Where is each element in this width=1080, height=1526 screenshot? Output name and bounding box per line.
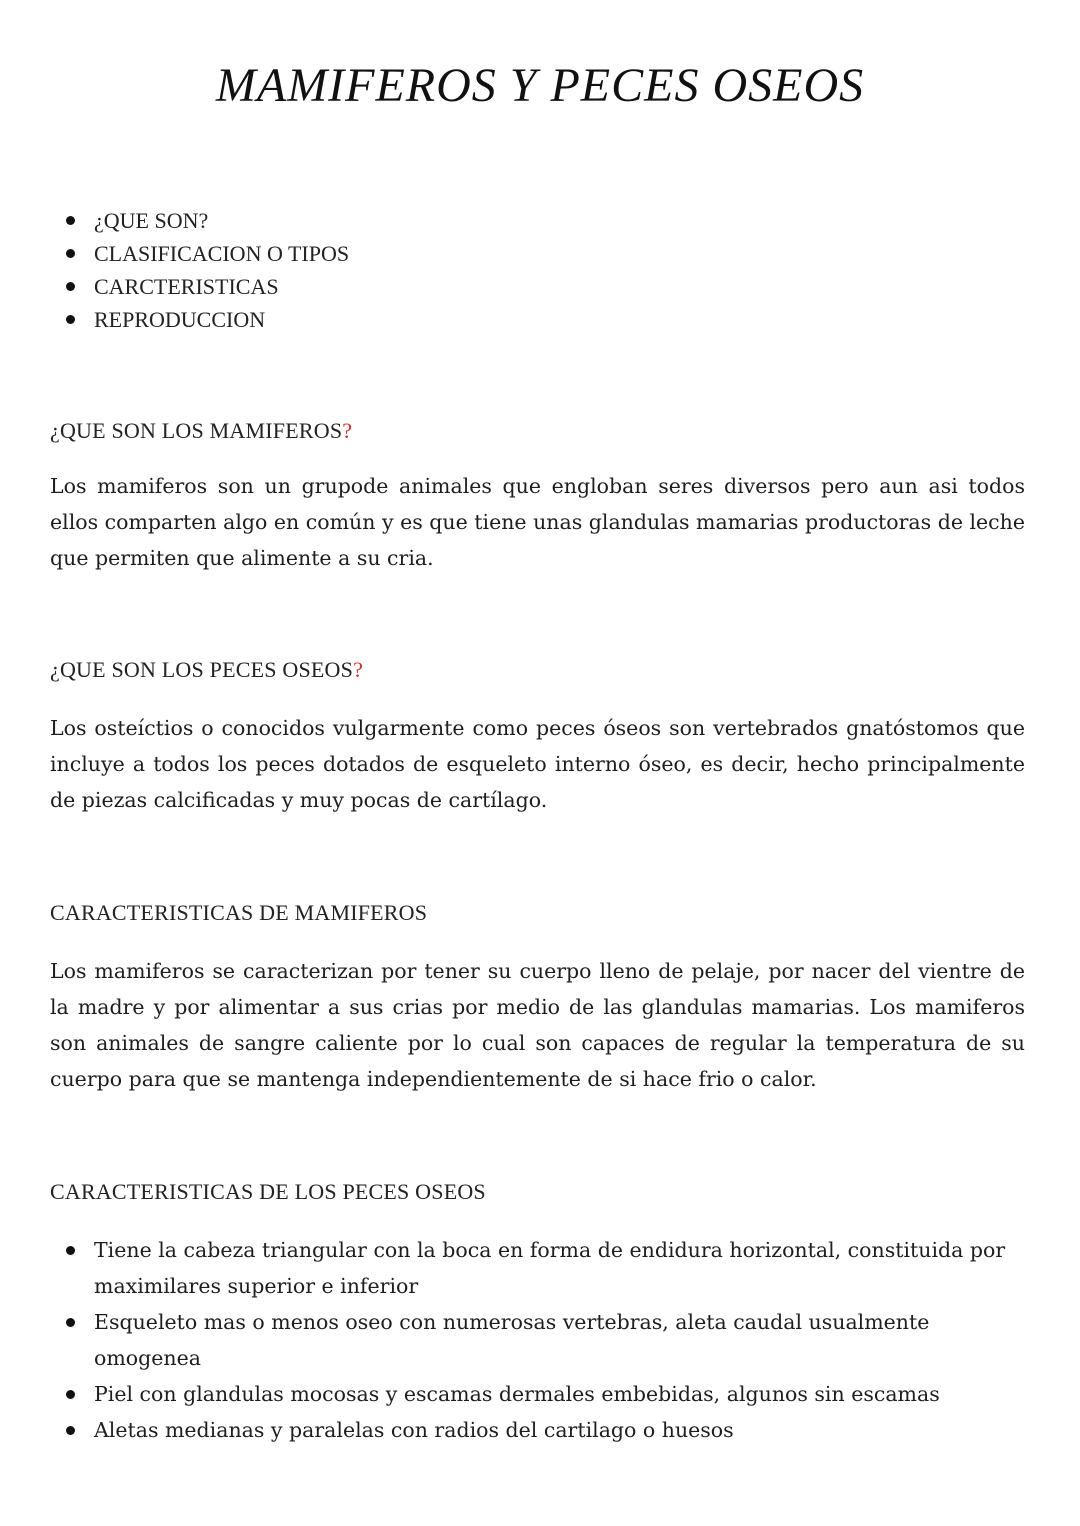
heading-caracteristicas-mamiferos: CARACTERISTICAS DE MAMIFEROS <box>50 900 428 925</box>
topic-label: ¿QUE SON? <box>94 208 209 233</box>
list-item-text: Esqueleto mas o menos oseo con numerosas vertebras, aleta caudal usualmente omogenea <box>94 1310 930 1370</box>
paragraph-que-son-peces-oseos: Los osteíctios o conocidos vulgarmente como peces óseos son vertebrados gnatóstomos que incluye a todos los peces dotados de esqueleto interno óseo, es decir, hecho principalmente de piezas calcificadas y muy pocas de cartílago. <box>50 716 1025 812</box>
list-item-text: Tiene la cabeza triangular con la boca en forma de endidura horizontal, constituida por maximilares superior e inferior <box>94 1238 1006 1298</box>
list-item <box>62 1232 1022 1304</box>
document-title: MAMIFEROS Y PECES OSEOS <box>215 59 865 112</box>
topic-item <box>62 270 349 303</box>
bullet-icon <box>66 282 75 291</box>
heading-que-son-peces-oseos <box>50 657 363 683</box>
paragraph-que-son-mamiferos: Los mamiferos son un grupode animales que engloban seres diversos pero aun asi todos ellos comparten algo en común y es que tiene unas glandulas mamarias productoras de leche que permiten que alimente a su cria. <box>50 474 1025 570</box>
topic-label: REPRODUCCION <box>94 307 266 332</box>
list-item <box>62 1376 1022 1412</box>
peces-caracteristicas-list <box>62 1232 1022 1448</box>
question-mark: ? <box>342 418 353 443</box>
list-item <box>62 1304 1022 1376</box>
bullet-icon <box>66 1426 75 1435</box>
list-item <box>62 1412 1022 1448</box>
question-mark: ? <box>353 657 364 682</box>
bullet-icon <box>66 249 75 258</box>
topics-list <box>62 204 349 336</box>
topic-item <box>62 204 349 237</box>
list-item-text: Aletas medianas y paralelas con radios del cartilago o huesos <box>94 1418 734 1442</box>
heading-text: ¿QUE SON LOS MAMIFEROS <box>50 418 343 443</box>
heading-caracteristicas-peces-oseos: CARACTERISTICAS DE LOS PECES OSEOS <box>50 1179 486 1204</box>
heading-que-son-mamiferos <box>50 418 352 444</box>
bullet-icon <box>66 1318 75 1327</box>
topic-item <box>62 237 349 270</box>
paragraph-caracteristicas-mamiferos: Los mamiferos se caracterizan por tener su cuerpo lleno de pelaje, por nacer del vientre de la madre y por alimentar a sus crias por medio de las glandulas mamarias. Los mamiferos son animales de sangre caliente por lo cual son capaces de regular la temperatura de su cuerpo para que se mantenga independientemente de si hace frio o calor. <box>50 959 1025 1091</box>
bullet-icon <box>66 315 75 324</box>
heading-text: ¿QUE SON LOS PECES OSEOS <box>50 657 354 682</box>
topic-label: CARCTERISTICAS <box>94 274 279 299</box>
bullet-icon <box>66 1246 75 1255</box>
bullet-icon <box>66 1390 75 1399</box>
topic-item <box>62 303 349 336</box>
bullet-icon <box>66 216 75 225</box>
topic-label: CLASIFICACION O TIPOS <box>94 241 350 266</box>
list-item-text: Piel con glandulas mocosas y escamas dermales embebidas, algunos sin escamas <box>94 1382 940 1406</box>
